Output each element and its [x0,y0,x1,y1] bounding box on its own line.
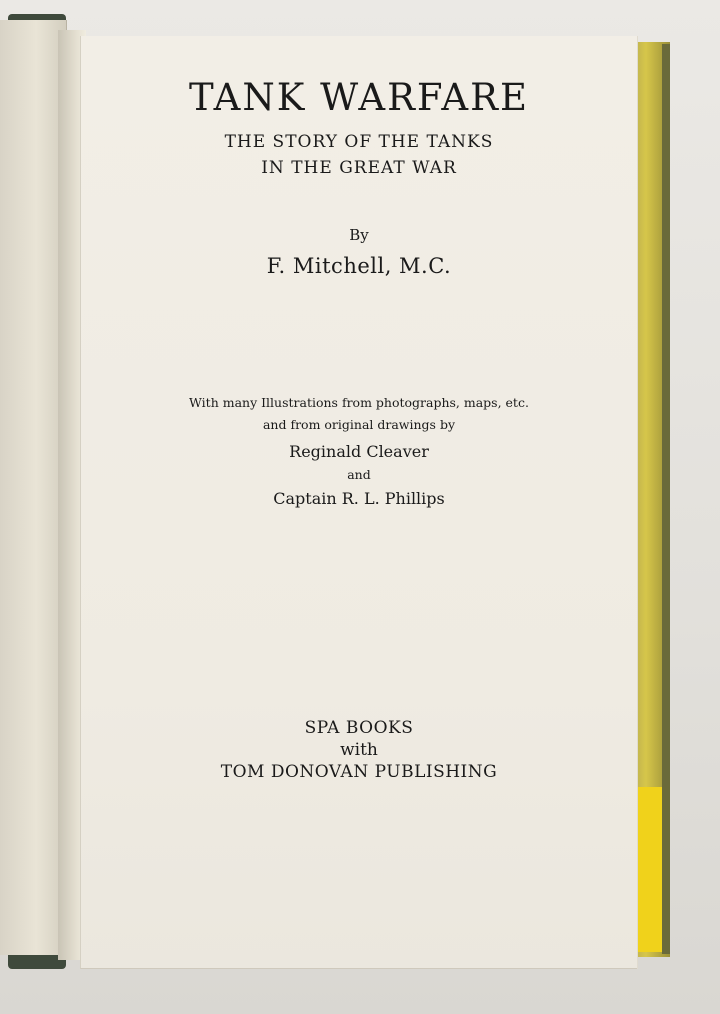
by-label: By [349,226,369,244]
and-label: and [347,467,371,482]
illustrator-1: Reginald Cleaver [289,442,429,461]
title-page [80,36,637,969]
subtitle-line-1: THE STORY OF THE TANKS [224,132,494,152]
book-title: TANK WARFARE [189,76,529,119]
publisher-line-3: TOM DONOVAN PUBLISHING [220,762,498,782]
author-name: F. Mitchell, M.C. [266,254,452,278]
publisher-line-2: with [340,740,378,760]
description-line-2: and from original drawings by [262,417,456,432]
left-page [0,20,67,955]
description-line-1: With many Illustrations from photographs, maps, etc. [189,395,529,410]
illustrator-2: Captain R. L. Phillips [273,489,445,508]
publisher-line-1: SPA BOOKS [304,718,414,738]
spine-edge [662,44,670,954]
subtitle-line-2: IN THE GREAT WAR [261,158,457,178]
